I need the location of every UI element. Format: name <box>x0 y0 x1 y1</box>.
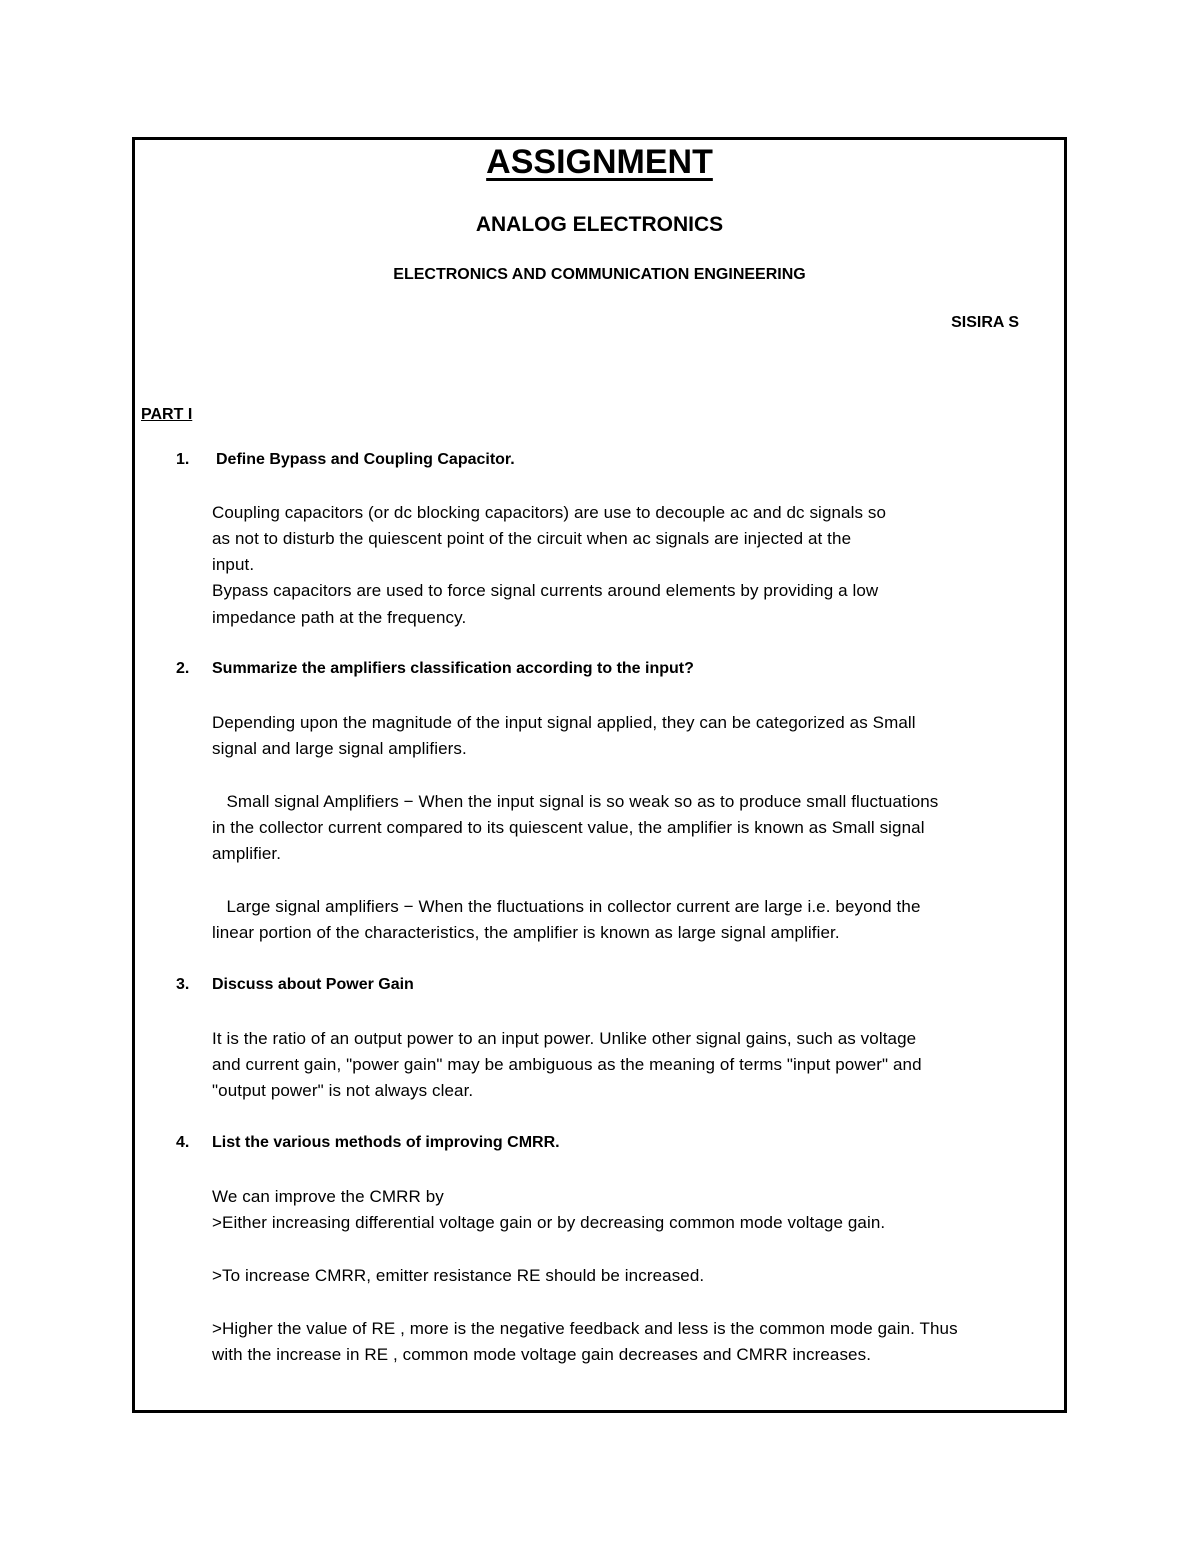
answer-2-line: Small signal Amplifiers − When the input signal is so weak so as to produce small fluctuations <box>212 792 939 811</box>
answer-2-line: signal and large signal amplifiers. <box>212 739 467 758</box>
document-title: ASSIGNMENT <box>486 143 713 181</box>
answer-3-line: It is the ratio of an output power to an input power. Unlike other signal gains, such as voltage <box>212 1029 917 1048</box>
answer-2-line: Depending upon the magnitude of the input signal applied, they can be categorized as Small <box>212 713 916 732</box>
question-1-number: 1. <box>176 451 190 468</box>
answer-1-line: input. <box>212 555 255 574</box>
question-4-number: 4. <box>176 1134 190 1151</box>
answer-1-line: impedance path at the frequency. <box>212 608 467 627</box>
answer-2-line: linear portion of the characteristics, the amplifier is known as large signal amplifier. <box>212 923 840 942</box>
question-3-text: Discuss about Power Gain <box>212 976 414 993</box>
author-name: SISIRA S <box>951 314 1019 331</box>
answer-4-line: >Higher the value of RE , more is the negative feedback and less is the common mode gain. Thus <box>212 1319 958 1338</box>
question-1-text: Define Bypass and Coupling Capacitor. <box>216 451 515 468</box>
subject-heading: ANALOG ELECTRONICS <box>475 213 724 236</box>
answer-1-line: Bypass capacitors are used to force signal currents around elements by providing a low <box>212 581 879 600</box>
question-4-text: List the various methods of improving CMRR. <box>212 1134 560 1151</box>
answer-4-line: with the increase in RE , common mode voltage gain decreases and CMRR increases. <box>212 1345 872 1364</box>
answer-1-line: Coupling capacitors (or dc blocking capacitors) are use to decouple ac and dc signals so <box>212 503 887 522</box>
part-heading: PART I <box>141 406 193 423</box>
answer-2-line: amplifier. <box>212 844 282 863</box>
answer-3-line: and current gain, "power gain" may be ambiguous as the meaning of terms "input power" and <box>212 1055 922 1074</box>
answer-4-line: We can improve the CMRR by <box>212 1187 444 1206</box>
question-3-number: 3. <box>176 976 190 993</box>
question-2-text: Summarize the amplifiers classification according to the input? <box>212 660 694 677</box>
question-2-number: 2. <box>176 660 190 677</box>
department-heading: ELECTRONICS AND COMMUNICATION ENGINEERING <box>393 266 806 283</box>
answer-1-line: as not to disturb the quiescent point of the circuit when ac signals are injected at the <box>212 529 852 548</box>
answer-4-line: >To increase CMRR, emitter resistance RE should be increased. <box>212 1266 705 1285</box>
answer-2-line: Large signal amplifiers − When the fluctuations in collector current are large i.e. beyond the <box>212 897 921 916</box>
answer-3-line: "output power" is not always clear. <box>212 1081 474 1100</box>
answer-4-line: >Either increasing differential voltage gain or by decreasing common mode voltage gain. <box>212 1213 886 1232</box>
answer-2-line: in the collector current compared to its quiescent value, the amplifier is known as Small signal <box>212 818 925 837</box>
